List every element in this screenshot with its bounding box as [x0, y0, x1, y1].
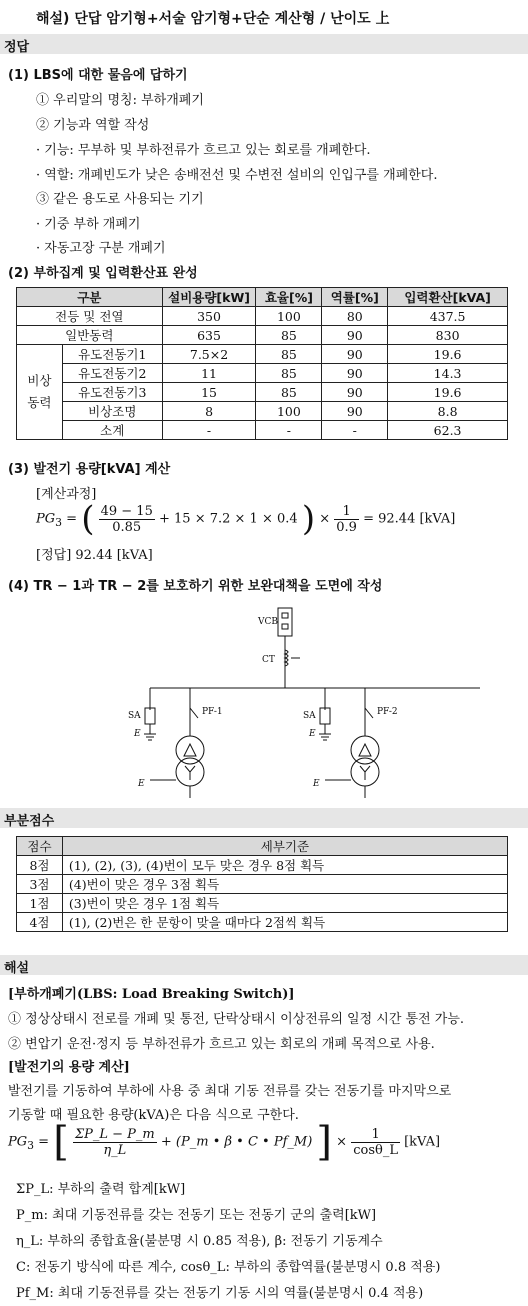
score-table	[16, 836, 508, 932]
table-row	[17, 364, 508, 383]
fraction-1-den: 0.85	[112, 519, 142, 535]
definition-line: η_L: 부하의 종합효율(불분명 시 0.85 적용), β: 전동기 기동계수	[16, 1234, 383, 1249]
q2-title: (2) 부하집계 및 입력환산표 완성	[8, 266, 198, 281]
q3-answer: [정답] 92.44 [kVA]	[36, 548, 153, 563]
q1-line: ③ 같은 용도로 사용되는 기기	[36, 192, 204, 207]
table-cell: 8점	[17, 856, 63, 875]
table-cell: 85	[256, 364, 322, 383]
q1-line: ② 기능과 역할 작성	[36, 118, 150, 133]
q1-line: · 기중 부하 개폐기	[36, 217, 141, 232]
table-header-cell: 역률[%]	[322, 288, 388, 307]
table-cell: (4)번이 맞은 경우 3점 획득	[62, 875, 507, 894]
ct-label: CT	[262, 655, 275, 665]
general-fraction-den: η_L	[103, 1142, 127, 1158]
table-header-row	[17, 288, 508, 307]
table-cell: 11	[162, 364, 256, 383]
ground-label: E	[138, 779, 145, 789]
table-cell: 350	[162, 307, 256, 326]
vcb-label: VCB	[258, 617, 278, 627]
table-cell: 85	[256, 326, 322, 345]
vcb-contact-bottom	[282, 624, 288, 629]
definition-line: C: 전동기 방식에 따른 계수, cosθ_L: 부하의 종합역률(불분명시 0.8 적용)	[16, 1260, 441, 1275]
table-cell: 4점	[17, 913, 63, 932]
pf2-switch	[365, 708, 373, 718]
paren-open: (	[81, 499, 95, 539]
answer-section-label: 정답	[4, 40, 30, 55]
calc-process-label: [계산과정]	[36, 487, 97, 502]
delta-symbol	[184, 744, 196, 756]
paren-close: )	[301, 499, 316, 539]
table-cell: (1), (2), (3), (4)번이 모두 맞은 경우 8점 획득	[62, 856, 507, 875]
partial-section-label: 부분점수	[4, 814, 55, 829]
general-fraction	[73, 1127, 157, 1158]
pf2-label: PF-2	[377, 707, 398, 717]
general-fraction-2	[351, 1127, 400, 1158]
table-cell: -	[256, 421, 322, 440]
formula-lhs: PG	[36, 511, 56, 527]
formula-sub: 3	[55, 516, 63, 530]
formula-mid: + 15 × 7.2 × 1 × 0.4	[159, 511, 298, 527]
table-cell: 3점	[17, 875, 63, 894]
general-fraction-num: ΣP_L − P_m	[74, 1126, 155, 1142]
general-formula: $PG_3$ = [ $\frac{\Sigma P\_L - P\_m}{\eta\_L}$ + (P_m • β • C • Pf_M) ] × $\frac{1}{\cos\theta\_L}$ [kVA]	[8, 1119, 441, 1165]
general-fraction-2-den: cosθ_L	[353, 1142, 398, 1158]
table-cell: 유도전동기2	[62, 364, 162, 383]
definition-line: P_m: 최대 기동전류를 갖는 전동기 또는 전동기 군의 출력[kW]	[16, 1208, 377, 1223]
q1-line: ① 우리말의 명칭: 부하개폐기	[36, 93, 204, 108]
table-row	[17, 913, 508, 932]
table-cell: 7.5×2	[162, 345, 256, 364]
ground-label: E	[134, 729, 141, 739]
q4-title: (4) TR − 1과 TR − 2를 보호하기 위한 보완대책을 도면에 작성	[8, 579, 383, 594]
table-cell: 80	[322, 307, 388, 326]
table-cell: 85	[256, 345, 322, 364]
general-formula-unit: [kVA]	[404, 1134, 441, 1150]
generator-formula: $PG_3$ = ( $\frac{49 - 15}{0.85}$ + 15 × 7.2 × 1 × 0.4 ) × $\frac{1}{0.9}$ = 92.44 [kVA]	[36, 499, 456, 539]
table-row	[17, 326, 508, 345]
table-cell: 100	[256, 307, 322, 326]
table-row	[17, 894, 508, 913]
page-header: 해설) 단답 암기형+서술 암기형+단순 계산형 / 난이도 上	[36, 11, 390, 27]
table-cell: 19.6	[388, 383, 508, 402]
ground-label: E	[313, 779, 320, 789]
formula-sub: 3	[27, 1139, 35, 1153]
definition-line: ΣP_L: 부하의 출력 합계[kW]	[16, 1182, 186, 1197]
table-cell: 90	[322, 326, 388, 345]
table-cell: 90	[322, 345, 388, 364]
table-cell: 85	[256, 383, 322, 402]
formula-result: = 92.44 [kVA]	[363, 511, 456, 527]
ground-label: E	[309, 729, 316, 739]
table-header-cell: 점수	[17, 837, 63, 856]
bracket-close: ]	[316, 1119, 333, 1165]
tr1-primary-coil	[176, 736, 204, 764]
q1-title: (1) LBS에 대한 물음에 답하기	[8, 68, 188, 83]
load-table	[16, 287, 508, 440]
table-cell: 437.5	[388, 307, 508, 326]
table-header-cell: 세부기준	[62, 837, 507, 856]
gen-title: [발전기의 용량 계산]	[8, 1060, 130, 1075]
lbs-line: ② 변압기 운전·정지 등 부하전류가 흐르고 있는 회로의 개폐 목적으로 사용.	[8, 1037, 435, 1052]
table-cell: 90	[322, 383, 388, 402]
partial-section-bar	[0, 808, 528, 828]
fraction-2-num: 1	[334, 504, 359, 520]
table-cell: 62.3	[388, 421, 508, 440]
vcb-box	[278, 608, 292, 636]
table-cell: 유도전동기3	[62, 383, 162, 402]
explain-section-bar	[0, 955, 528, 975]
q1-line: · 역할: 개폐빈도가 낮은 송배전선 및 수변전 설비의 인입구를 개폐한다.	[36, 168, 438, 183]
tr2-primary-coil	[351, 736, 379, 764]
table-cell: 전등 및 전열	[17, 307, 163, 326]
sa-right-box	[320, 708, 330, 724]
table-cell: 비상조명	[62, 402, 162, 421]
lbs-title: [부하개폐기(LBS: Load Breaking Switch)]	[8, 987, 295, 1002]
table-cell: 소계	[62, 421, 162, 440]
q1-line: · 자동고장 구분 개폐기	[36, 241, 166, 256]
table-cell: (3)번이 맞은 경우 1점 획득	[62, 894, 507, 913]
table-row	[17, 402, 508, 421]
wye-symbol	[185, 766, 195, 780]
table-row	[17, 345, 508, 364]
table-cell: -	[322, 421, 388, 440]
table-cell: 1점	[17, 894, 63, 913]
table-header-cell: 설비용량[kW]	[162, 288, 256, 307]
sa-right-label: SA	[303, 711, 316, 721]
fraction-1-num: 49 − 15	[100, 503, 153, 519]
fraction-2-den: 0.9	[336, 519, 357, 535]
table-cell: 830	[388, 326, 508, 345]
table-cell: 일반동력	[17, 326, 163, 345]
table-cell: 90	[322, 402, 388, 421]
table-row	[17, 421, 508, 440]
general-fraction-2-num: 1	[351, 1127, 400, 1143]
sa-left-label: SA	[128, 711, 141, 721]
table-cell: 14.3	[388, 364, 508, 383]
table-row	[17, 383, 508, 402]
lbs-line: ① 정상상태시 전로를 개폐 및 통전, 단락상태시 이상전류의 일정 시간 통전 가능.	[8, 1012, 465, 1027]
table-cell: 90	[322, 364, 388, 383]
table-cell: 19.6	[388, 345, 508, 364]
table-header-cell: 입력환산[kVA]	[388, 288, 508, 307]
explain-section-label: 해설	[4, 961, 30, 976]
table-row	[17, 307, 508, 326]
pf1-label: PF-1	[202, 707, 223, 717]
general-formula-mid: + (P_m • β • C • Pf_M)	[160, 1134, 313, 1150]
group-label-cell: 비상 동력	[17, 345, 63, 440]
formula-lhs: PG	[8, 1134, 28, 1150]
table-row	[17, 856, 508, 875]
table-header-row	[17, 837, 508, 856]
answer-section-bar	[0, 34, 528, 54]
table-cell: 100	[256, 402, 322, 421]
table-header-cell: 구분	[17, 288, 163, 307]
bracket-open: [	[53, 1119, 69, 1165]
delta-symbol	[359, 744, 371, 756]
sa-left-box	[145, 708, 155, 724]
table-row	[17, 875, 508, 894]
q3-title: (3) 발전기 용량[kVA] 계산	[8, 462, 171, 477]
fraction-2	[334, 504, 359, 535]
gen-line: 발전기를 기동하여 부하에 사용 중 최대 기동 전류를 갖는 전동기를 마지막으로	[8, 1084, 452, 1099]
table-header-cell: 효율[%]	[256, 288, 322, 307]
definition-line: Pf_M: 최대 기동전류를 갖는 전동기 기동 시의 역률(불분명시 0.4 적용)	[16, 1286, 424, 1301]
protection-diagram	[0, 600, 528, 800]
fraction-1	[99, 504, 155, 535]
pf1-switch	[190, 708, 198, 718]
q1-line: · 기능: 무부하 및 부하전류가 흐르고 있는 회로를 개폐한다.	[36, 143, 371, 158]
table-cell: 15	[162, 383, 256, 402]
table-cell: (1), (2)번은 한 문항이 맞을 때마다 2점씩 획득	[62, 913, 507, 932]
table-cell: -	[162, 421, 256, 440]
table-cell: 8.8	[388, 402, 508, 421]
gen-line: 기동할 때 필요한 용량(kVA)은 다음 식으로 구한다.	[8, 1108, 299, 1123]
wye-symbol	[360, 766, 370, 780]
table-cell: 유도전동기1	[62, 345, 162, 364]
vcb-contact-top	[282, 613, 288, 618]
table-cell: 635	[162, 326, 256, 345]
table-cell: 8	[162, 402, 256, 421]
